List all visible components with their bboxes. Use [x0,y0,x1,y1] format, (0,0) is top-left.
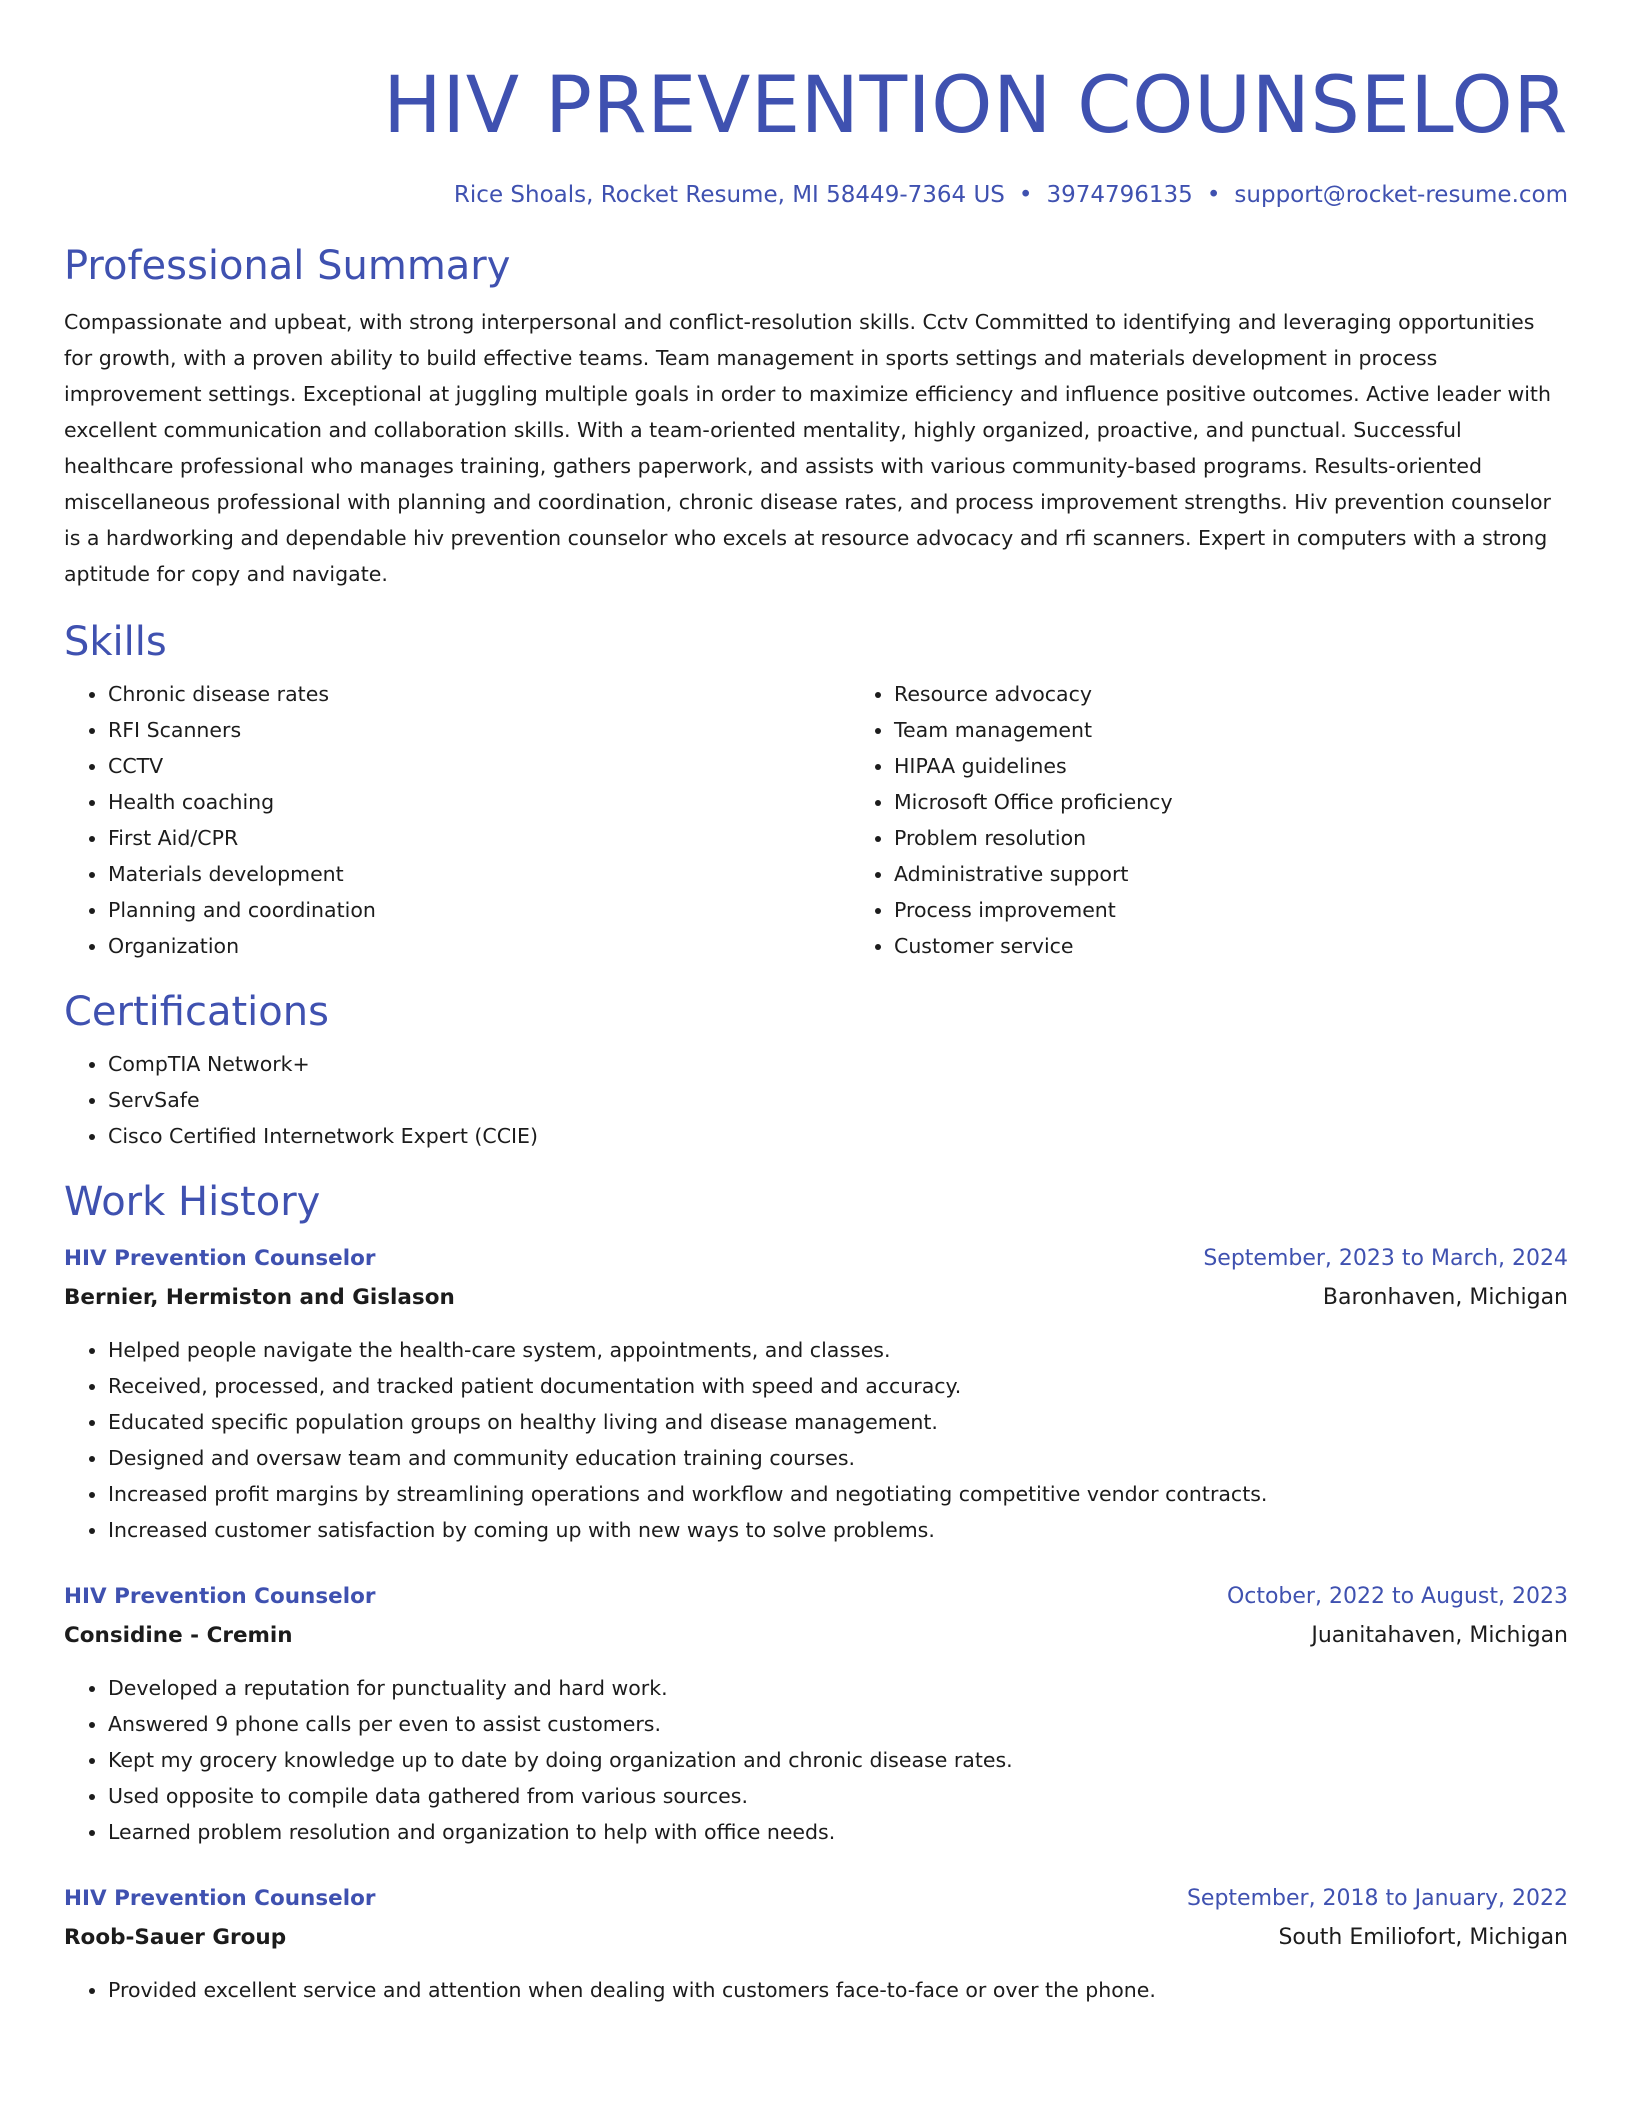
skill-item: • Health coaching [108,784,850,820]
duty-item: • Provided excellent service and attention when dealing with customers face-to-face or over the phone. [108,1972,1568,2008]
skill-item: • Process improvement [894,892,1632,928]
job-title: HIV Prevention Counselor [64,1886,376,1911]
company-name: Roob-Sauer Group [64,1925,287,1950]
candidate-name: HIV PREVENTION COUNSELOR [383,61,1568,151]
skills-list-right [850,676,1632,964]
skill-item: • Microsoft Office proficiency [894,784,1632,820]
duty-item: • Increased profit margins by streamlining operations and workflow and negotiating competitive vendor contracts. [108,1476,1568,1512]
skill-item: • CCTV [108,748,850,784]
job-duties [64,1332,1568,1548]
certification-item: • CompTIA Network+ [108,1046,1568,1082]
skill-item: • First Aid/CPR [108,820,850,856]
skill-item: • Administrative support [894,856,1632,892]
skill-item: • Resource advocacy [894,676,1632,712]
skill-item: • HIPAA guidelines [894,748,1632,784]
job-duties [64,1972,1568,2008]
skills-grid [64,676,1568,964]
section-title-certifications: Certifications [64,989,329,1035]
skill-item: • Chronic disease rates [108,676,850,712]
skill-item: • Planning and coordination [108,892,850,928]
separator-dot: • [1206,182,1221,208]
duty-item: • Answered 9 phone calls per even to assist customers. [108,1706,1568,1742]
job-location: South Emiliofort, Michigan [1278,1925,1568,1950]
address: Rice Shoals, Rocket Resume, MI 58449-7364 US [453,182,1005,208]
summary-text: Compassionate and upbeat, with strong interpersonal and conflict-resolution skills. Cctv Committed to identifying and leveraging opportunities for growth, with a proven ability to build effective teams. Team management in sports settings and materials development in process improvement settings. Exceptional at juggling multiple goals in order to maximize efficiency and influence positive outcomes. Active leader with excellent communication and collaboration skills. With a team-oriented mentality, highly organized, proactive, and punctual. Successful healthcare professional who manages training, gathers paperwork, and assists with various community-based programs. Results-oriented miscellaneous professional with planning and coordination, chronic disease rates, and process improvement strengths. Hiv prevention counselor is a hardworking and dependable hiv prevention counselor who excels at resource advocacy and rfi scanners. Expert in computers with a strong aptitude for copy and navigate. [64,310,1551,586]
section-title-summary: Professional Summary [64,243,511,289]
job-location: Baronhaven, Michigan [1322,1285,1568,1310]
skills-list-left [64,676,850,964]
duty-item: • Used opposite to compile data gathered from various sources. [108,1778,1568,1814]
certification-item: • Cisco Certified Internetwork Expert (CCIE) [108,1118,1568,1154]
duty-item: • Designed and oversaw team and community education training courses. [108,1440,1568,1476]
job-entry [64,1578,1568,1850]
certifications-section [64,986,1568,1154]
section-title-work-history: Work History [64,1179,321,1225]
duty-item: • Increased customer satisfaction by coming up with new ways to solve problems. [108,1512,1568,1548]
job-dates: October, 2022 to August, 2023 [1226,1584,1568,1609]
skill-item: • Team management [894,712,1632,748]
job-title: HIV Prevention Counselor [64,1246,376,1271]
skill-item: • Customer service [894,928,1632,964]
duty-item: • Helped people navigate the health-care system, appointments, and classes. [108,1332,1568,1368]
company-name: Bernier, Hermiston and Gislason [64,1285,455,1310]
duty-item: • Received, processed, and tracked patient documentation with speed and accuracy. [108,1368,1568,1404]
duty-item: • Learned problem resolution and organization to help with office needs. [108,1814,1568,1850]
skill-item: • Problem resolution [894,820,1632,856]
skill-item: • RFI Scanners [108,712,850,748]
work-history-section [64,1176,1568,2008]
job-dates: September, 2023 to March, 2024 [1203,1246,1568,1271]
duty-item: • Developed a reputation for punctuality and hard work. [108,1670,1568,1706]
contact-line [64,180,1568,210]
skill-item: • Materials development [108,856,850,892]
section-title-skills: Skills [64,619,167,665]
job-location: Juanitahaven, Michigan [1311,1623,1568,1648]
job-entry [64,1240,1568,1548]
company-name: Considine - Cremin [64,1623,293,1648]
duty-item: • Educated specific population groups on healthy living and disease management. [108,1404,1568,1440]
separator-dot: • [1018,182,1033,208]
job-entry [64,1880,1568,2008]
email: support@rocket-resume.com [1234,182,1568,208]
certification-item: • ServSafe [108,1082,1568,1118]
summary-section [64,240,1568,592]
job-title: HIV Prevention Counselor [64,1584,376,1609]
skill-item: • Organization [108,928,850,964]
phone: 3974796135 [1046,182,1193,208]
skills-section [64,616,1568,964]
resume-header [64,0,1568,210]
certifications-list [64,1046,1568,1154]
duty-item: • Kept my grocery knowledge up to date by doing organization and chronic disease rates. [108,1742,1568,1778]
job-dates: September, 2018 to January, 2022 [1186,1886,1568,1911]
job-duties [64,1670,1568,1850]
